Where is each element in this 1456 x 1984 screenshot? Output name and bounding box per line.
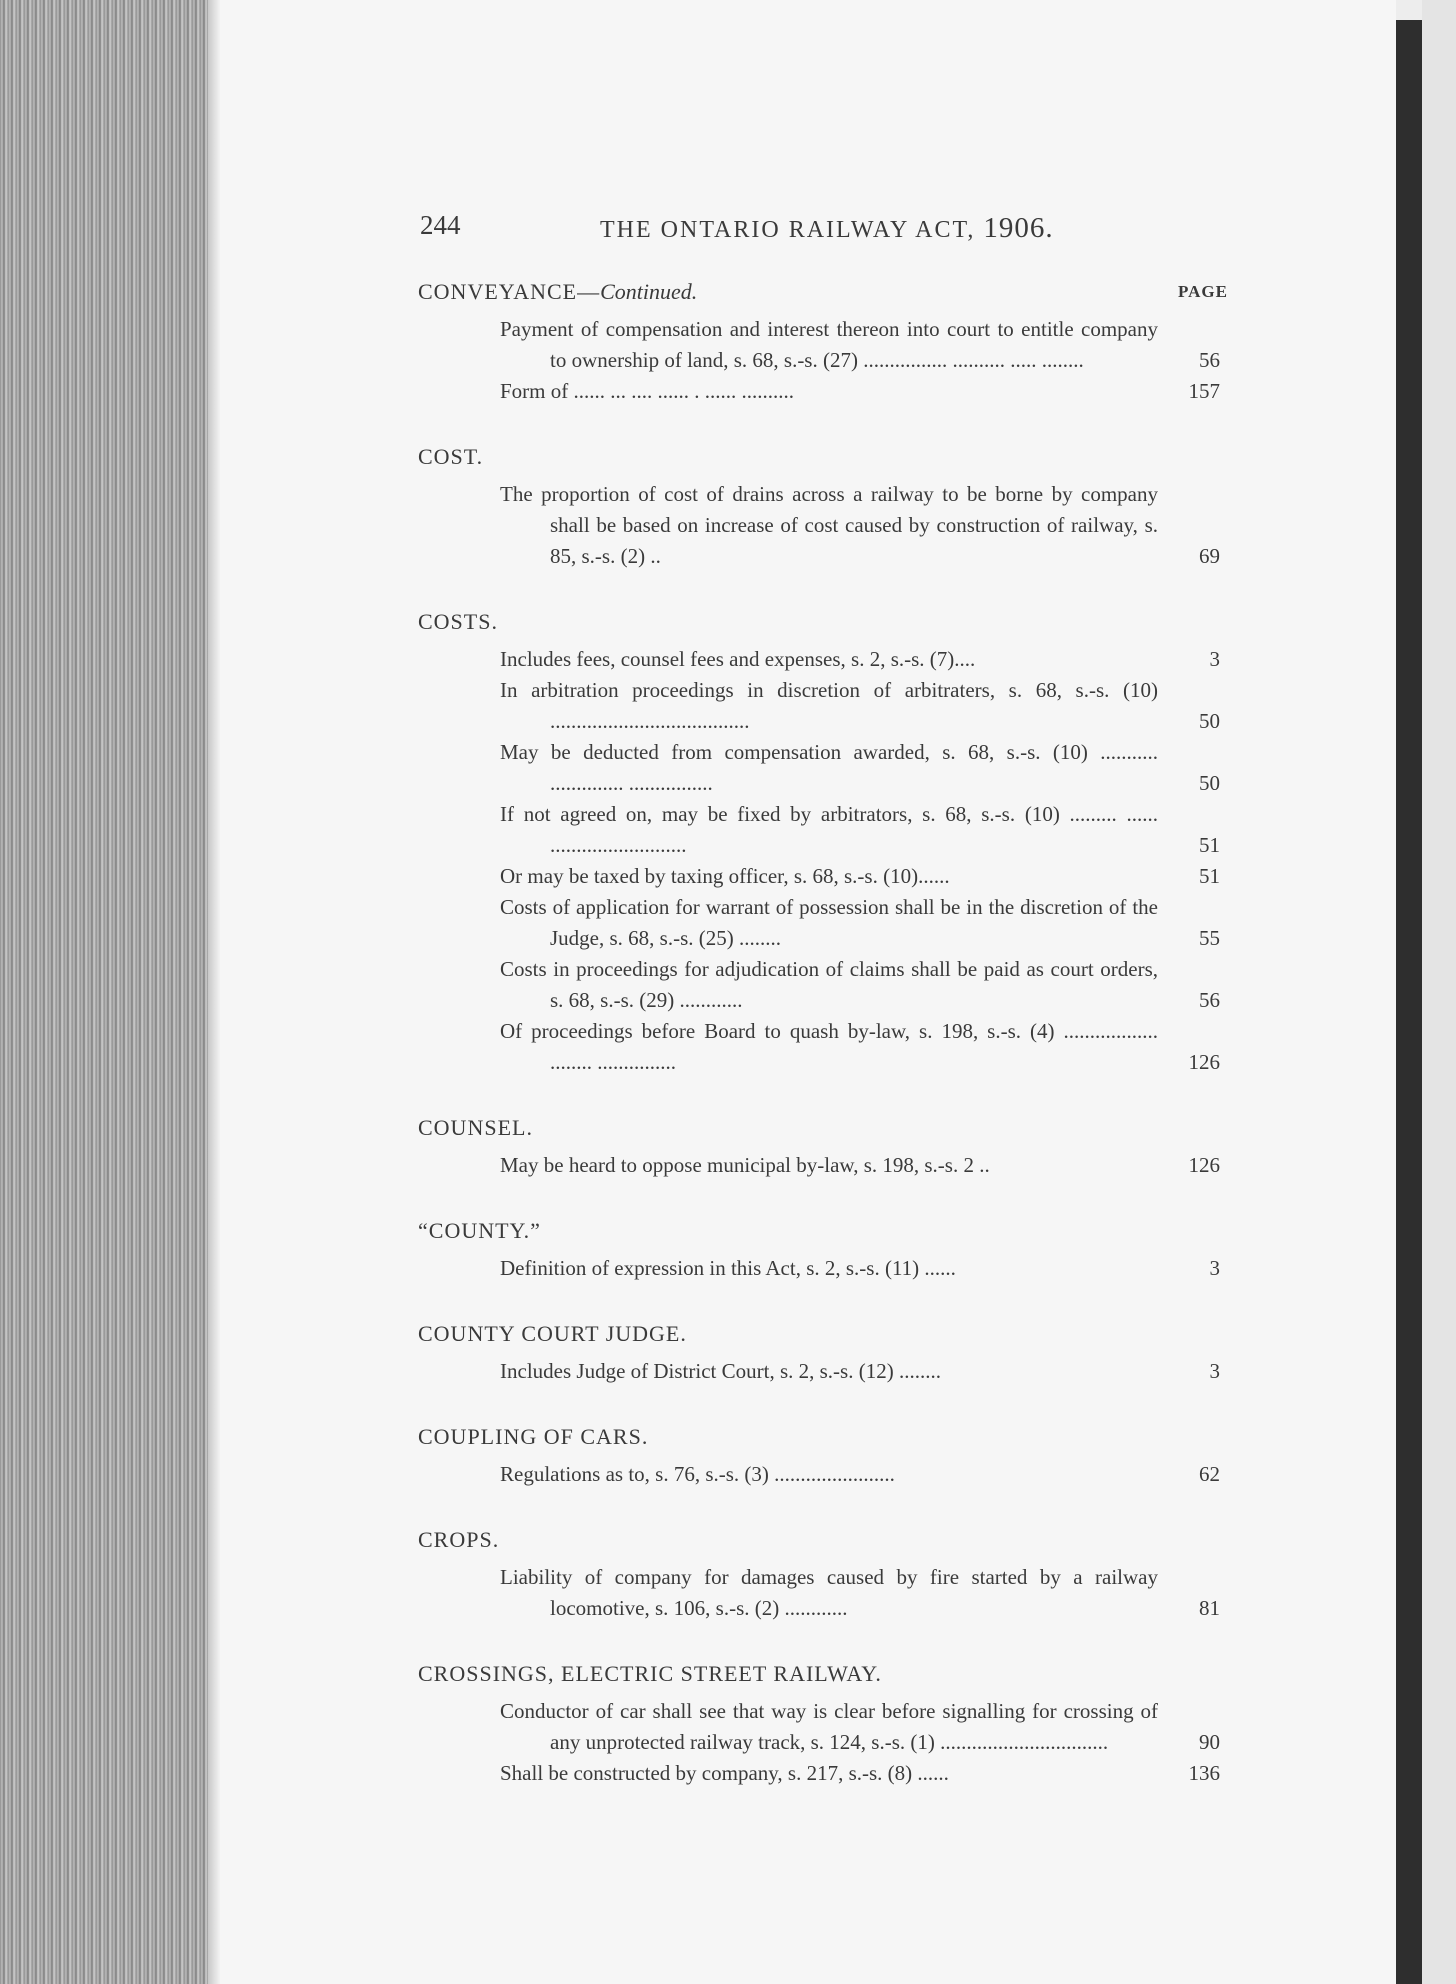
page-number: 244	[420, 210, 461, 240]
index-section	[0, 1215, 1456, 1284]
index-entry	[500, 1562, 1220, 1624]
index-entry-text: In arbitration proceedings in discretion of arbitraters, s. 68, s.-s. (10) ......................................	[500, 678, 1158, 733]
index-entry-page-ref: 81	[1199, 1596, 1220, 1620]
index-entry-page-ref: 3	[1209, 1256, 1220, 1280]
index-heading-continued: Continued.	[600, 279, 698, 304]
index-entry-text: Payment of compensation and interest thereon into court to entitle company to ownership of land, s. 68, s.-s. (27) ................ .......... ..... ........	[500, 317, 1158, 372]
index-entry	[500, 675, 1220, 737]
index-heading-text: CONVEYANCE—	[418, 279, 601, 304]
index-entry-page-ref: 90	[1199, 1730, 1220, 1754]
index-entry-page-ref: 157	[1188, 379, 1220, 403]
index-entry-text: Includes Judge of District Court, s. 2, s.-s. (12) ........	[500, 1359, 941, 1383]
index-entry	[500, 1253, 1220, 1284]
index-heading	[418, 606, 1456, 638]
index-entry	[500, 799, 1220, 861]
index-entry	[500, 314, 1220, 376]
index-entry-text: The proportion of cost of drains across a railway to be borne by company shall be based on increase of cost caused by construction of railway, s. 85, s.-s. (2) ..	[500, 482, 1158, 568]
index-entry-page-ref: 56	[1199, 988, 1220, 1012]
index-section	[0, 1658, 1456, 1789]
index-heading-text: COUNTY COURT JUDGE.	[418, 1321, 687, 1346]
index-heading-text: COST.	[418, 444, 484, 469]
index-section	[0, 441, 1456, 572]
index-entry-page-ref: 50	[1199, 709, 1220, 733]
index-section	[0, 276, 1456, 407]
index-section	[0, 1318, 1456, 1387]
index-heading-text: CROPS.	[418, 1527, 500, 1552]
index-entry	[500, 376, 1220, 407]
index-entry-page-ref: 69	[1199, 544, 1220, 568]
index-heading	[418, 276, 1456, 308]
index-entry-page-ref: 62	[1199, 1462, 1220, 1486]
index-entry-text: Costs of application for warrant of possession shall be in the discretion of the Judge, s. 68, s.-s. (25) ........	[500, 895, 1158, 950]
index-heading	[418, 1421, 1456, 1453]
index-entry	[500, 737, 1220, 799]
index-entry-text: Includes fees, counsel fees and expenses, s. 2, s.-s. (7)....	[500, 647, 976, 671]
index-entry	[500, 1459, 1220, 1490]
index-content	[0, 276, 1456, 1823]
index-entry-page-ref: 126	[1188, 1050, 1220, 1074]
index-entry-text: Form of ...... ... .... ...... . ...... ..........	[500, 379, 794, 403]
index-entry-page-ref: 51	[1199, 833, 1220, 857]
index-heading	[418, 1215, 1456, 1247]
index-entry-page-ref: 3	[1209, 647, 1220, 671]
index-entry-text: Liability of company for damages caused by fire started by a railway locomotive, s. 106, s.-s. (2) ............	[500, 1565, 1158, 1620]
page-column-label: PAGE	[1178, 282, 1228, 301]
index-entry-page-ref: 3	[1209, 1359, 1220, 1383]
index-entry	[500, 479, 1220, 572]
index-entry-page-ref: 56	[1199, 348, 1220, 372]
index-entry-page-ref: 136	[1188, 1761, 1220, 1785]
index-heading	[418, 1658, 1456, 1690]
index-entry	[500, 1696, 1220, 1758]
index-entry-text: Or may be taxed by taxing officer, s. 68, s.-s. (10)......	[500, 864, 950, 888]
index-entry	[500, 1356, 1220, 1387]
index-entry-text: Definition of expression in this Act, s. 2, s.-s. (11) ......	[500, 1256, 956, 1280]
index-heading-text: COSTS.	[418, 609, 498, 634]
index-heading-text: CROSSINGS, ELECTRIC STREET RAILWAY.	[418, 1661, 882, 1686]
index-heading	[418, 441, 1456, 473]
index-entry	[500, 1150, 1220, 1181]
index-section	[0, 1112, 1456, 1181]
index-entry	[500, 954, 1220, 1016]
index-entry-page-ref: 55	[1199, 926, 1220, 950]
index-entry	[500, 892, 1220, 954]
index-entry-text: Of proceedings before Board to quash by-law, s. 198, s.-s. (4) .................. ........ ...............	[500, 1019, 1158, 1074]
running-head	[0, 210, 1456, 244]
index-entry-text: Conductor of car shall see that way is clear before signalling for crossing of any unprotected railway track, s. 124, s.-s. (1) ................................	[500, 1699, 1158, 1754]
running-title-text: THE ONTARIO RAILWAY ACT,	[600, 217, 984, 243]
index-entry	[500, 1758, 1220, 1789]
index-section	[0, 1524, 1456, 1624]
index-heading	[418, 1318, 1456, 1350]
index-entry-text: May be heard to oppose municipal by-law, s. 198, s.-s. 2 ..	[500, 1153, 990, 1177]
index-entry	[500, 861, 1220, 892]
index-entry-text: Shall be constructed by company, s. 217, s.-s. (8) ......	[500, 1761, 949, 1785]
index-entry-page-ref: 126	[1188, 1153, 1220, 1177]
index-entry	[500, 644, 1220, 675]
index-entry-text: Regulations as to, s. 76, s.-s. (3) .......................	[500, 1462, 895, 1486]
index-entry-page-ref: 51	[1199, 864, 1220, 888]
index-entry-text: If not agreed on, may be fixed by arbitrators, s. 68, s.-s. (10) ......... ...... ..........................	[500, 802, 1158, 857]
index-section	[0, 1421, 1456, 1490]
index-entry-text: Costs in proceedings for adjudication of claims shall be paid as court orders, s. 68, s.-s. (29) ............	[500, 957, 1158, 1012]
index-heading-text: COUNSEL.	[418, 1115, 533, 1140]
index-heading	[418, 1524, 1456, 1556]
index-entry-text: May be deducted from compensation awarded, s. 68, s.-s. (10) ........... .............. ................	[500, 740, 1158, 795]
index-heading-text: COUPLING OF CARS.	[418, 1424, 649, 1449]
index-entry-page-ref: 50	[1199, 771, 1220, 795]
index-entry	[500, 1016, 1220, 1078]
index-heading-text: “COUNTY.”	[418, 1218, 541, 1243]
index-heading	[418, 1112, 1456, 1144]
index-section	[0, 606, 1456, 1078]
running-title-year: 1906.	[983, 212, 1054, 244]
running-title	[600, 212, 1054, 245]
